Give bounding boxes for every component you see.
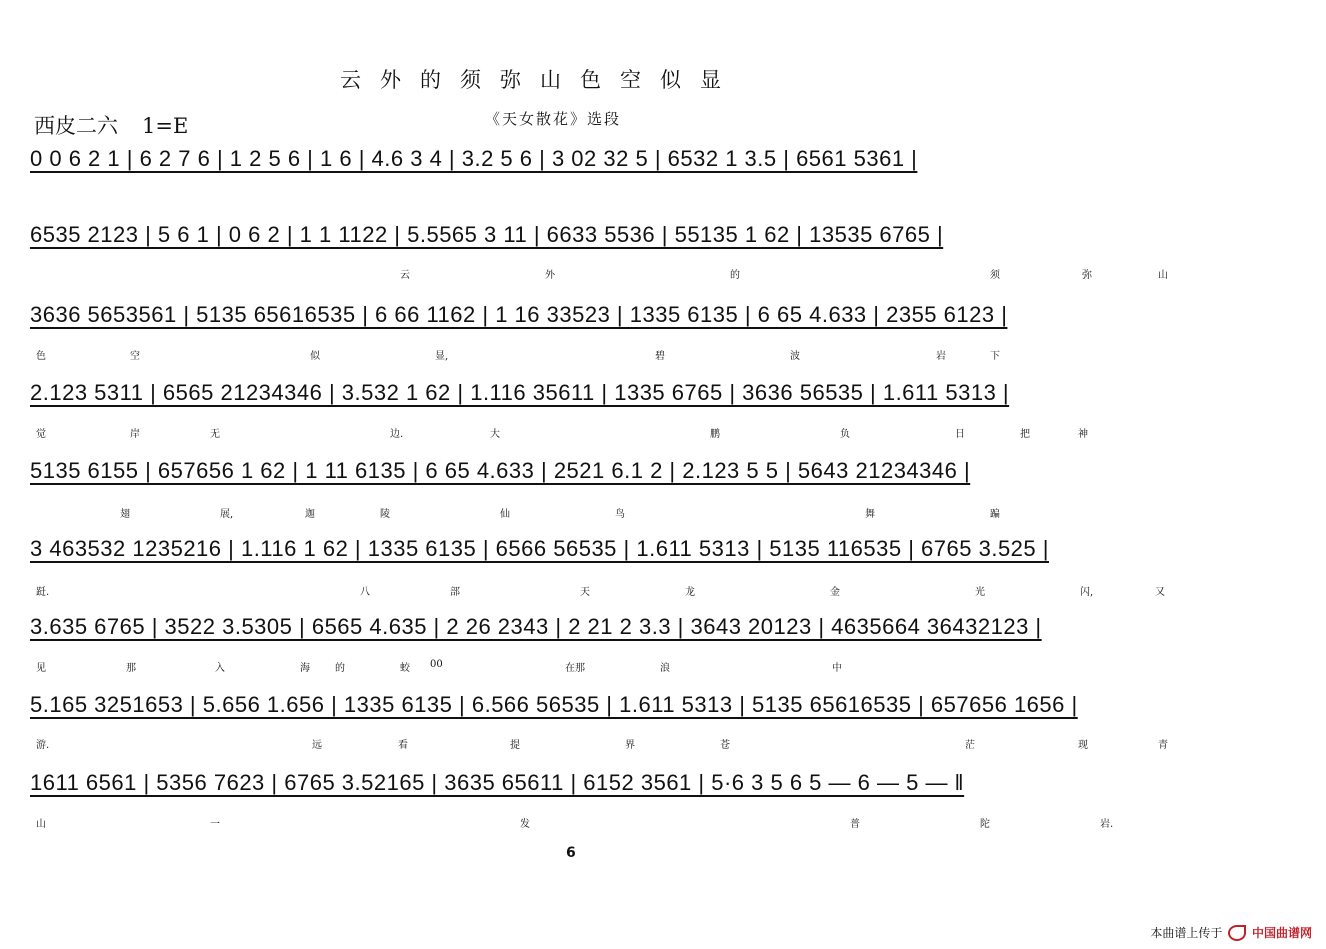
mode-label: 西皮二六 [34,114,118,138]
lyric-char: 陀 [980,819,990,830]
lyric-char: 茫 [965,740,975,751]
lyric-char: 天 [580,587,590,598]
lyric-line [30,583,1230,601]
lyric-char: 又 [1155,587,1165,598]
lyric-line [30,659,1230,677]
lyric-char: 游. [36,740,50,751]
lyric-char: 舞 [865,509,875,520]
lyric-char: 中 [832,663,842,674]
lyric-char: 波 [790,351,800,362]
lyric-char: 似 [310,351,320,362]
lyric-char: 蛟 [400,663,410,674]
lyric-char: 岩 [936,351,946,362]
lyric-char: 迦 [305,509,315,520]
lyric-char: 金 [830,587,840,598]
lyric-char: 空 [130,351,140,362]
lyric-char: 负 [840,429,850,440]
lyric-char: 光 [975,587,985,598]
lyric-char: 在那 [565,663,585,674]
lyric-char: 跹. [36,587,50,598]
lyric-char: 的 [730,270,740,281]
staff-line: 1611 6561 | 5356 7623 | 6765 3.52165 | 3635 65611 | 6152 3561 | 5·6 3 5 6 5 — 6 — 5 — ‖ [30,770,965,795]
lyric-char: 山 [36,819,46,830]
staff-line: 5.165 3251653 | 5.656 1.656 | 1335 6135 | 6.566 56535 | 1.611 5313 | 5135 65616535 | 657656 1656 | [30,692,1078,717]
lyric-char: 岩. [1100,819,1114,830]
lyric-char: 那 [126,663,136,674]
lyric-char: 把 [1020,429,1030,440]
lyric-char: 弥 [1082,270,1092,281]
lyric-char: 无 [210,429,220,440]
lyric-char: 鸟 [615,509,625,520]
lyric-line [30,736,1230,754]
lyric-char: 大 [490,429,500,440]
lyric-char: 觉 [36,429,46,440]
key-label: 1=E [142,114,189,138]
page-number: 6 [566,845,576,861]
lyric-line [30,425,1230,443]
lyric-line [30,188,1230,206]
lyric-char: 浪 [660,663,670,674]
lyric-char: 00 [430,659,443,670]
footer-credit[interactable] [1150,924,1312,942]
staff-line: 0 0 6 2 1 | 6 2 7 6 | 1 2 5 6 | 1 6 | 4.6 3 4 | 3.2 5 6 | 3 02 32 5 | 6532 1 3.5 | 6561 5361 | [30,146,918,171]
lyric-char: 蹁 [990,509,1000,520]
lyric-char: 碧 [655,351,665,362]
lyric-char: 展, [220,509,234,520]
lyric-line [30,347,1230,365]
lyric-char: 提 [510,740,520,751]
footer-text: 本曲谱上传于 [1150,925,1223,940]
lyric-char: 一 [210,819,220,830]
lyric-char: 岸 [130,429,140,440]
staff-line: 3 463532 1235216 | 1.116 1 62 | 1335 6135 | 6566 56535 | 1.611 5313 | 5135 116535 | 6765 3.525 | [30,536,1049,561]
lyric-char: 的 [335,663,345,674]
lyric-char: 仙 [500,509,510,520]
site-logo-icon [1228,925,1246,941]
lyric-char: 山 [1158,270,1168,281]
lyric-char: 远 [312,740,322,751]
score-title: 云外的须弥山色空似显 [340,68,740,92]
lyric-char: 日 [955,429,965,440]
lyric-line [30,815,1230,833]
lyric-char: 发 [520,819,530,830]
lyric-char: 边. [390,429,404,440]
lyric-char: 现 [1078,740,1088,751]
lyric-char: 龙 [685,587,695,598]
lyric-char: 闪, [1080,587,1094,598]
lyric-char: 入 [215,663,225,674]
lyric-char: 海 [300,663,310,674]
lyric-char: 青 [1158,740,1168,751]
lyric-char: 显, [435,351,449,362]
lyric-char: 鹏 [710,429,720,440]
lyric-char: 下 [990,351,1000,362]
lyric-char: 须 [990,270,1000,281]
staff-line: 3.635 6765 | 3522 3.5305 | 6565 4.635 | 2 26 2343 | 2 21 2 3.3 | 3643 20123 | 4635664 36432123 | [30,614,1042,639]
lyric-line [30,266,1230,284]
lyric-char: 翅 [120,509,130,520]
lyric-char: 看 [398,740,408,751]
lyric-char: 八 [360,587,370,598]
footer-brand[interactable]: 中国曲谱网 [1251,925,1312,940]
lyric-char: 见 [36,663,46,674]
key-signature [34,110,212,140]
lyric-char: 色 [36,351,46,362]
lyric-char: 云 [400,270,410,281]
lyric-char: 部 [450,587,460,598]
lyric-char: 苍 [720,740,730,751]
staff-line: 6535 2123 | 5 6 1 | 0 6 2 | 1 1 1122 | 5.5565 3 11 | 6633 5536 | 55135 1 62 | 13535 6765 | [30,222,944,247]
staff-line: 3636 5653561 | 5135 65616535 | 6 66 1162 | 1 16 33523 | 1335 6135 | 6 65 4.633 | 2355 6123 | [30,302,1008,327]
lyric-char: 界 [625,740,635,751]
lyric-line [30,505,1230,523]
staff-line: 5135 6155 | 657656 1 62 | 1 11 6135 | 6 65 4.633 | 2521 6.1 2 | 2.123 5 5 | 5643 21234346 | [30,458,971,483]
score-subtitle: 《天女散花》选段 [485,110,622,128]
lyric-char: 陵 [380,509,390,520]
staff-line: 2.123 5311 | 6565 21234346 | 3.532 1 62 | 1.116 35611 | 1335 6765 | 3636 56535 | 1.611 5313 | [30,380,1010,405]
lyric-char: 外 [545,270,555,281]
lyric-char: 神 [1078,429,1088,440]
lyric-char: 普 [850,819,860,830]
